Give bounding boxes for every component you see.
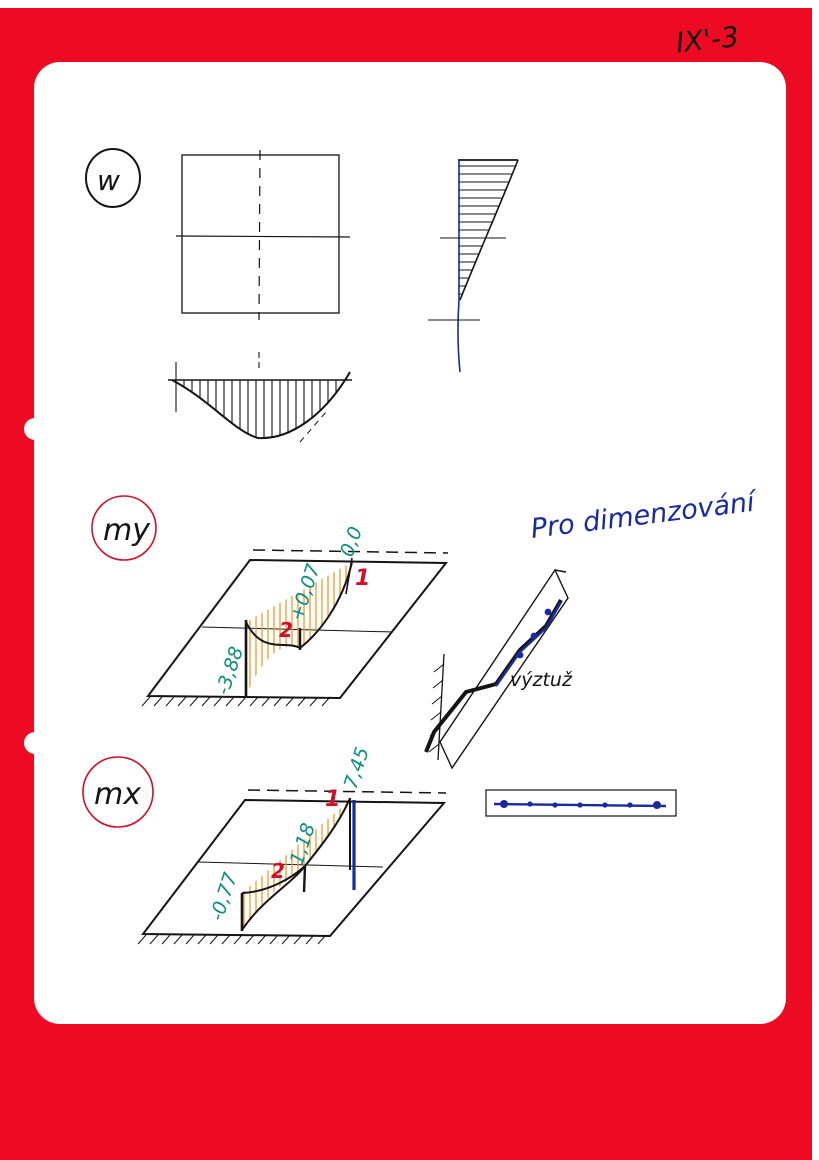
mx-point-1: 1 <box>325 787 341 812</box>
mx-panel <box>83 745 446 944</box>
mx-slab-outline <box>143 800 444 936</box>
mx-slab-top-edge <box>248 790 446 793</box>
w-plan-square <box>182 155 339 313</box>
mx-value-mid: 1,18 <box>285 820 320 868</box>
mx-label: mx <box>94 777 141 812</box>
mx-point-2: 2 <box>271 859 285 883</box>
w-panel <box>86 149 520 445</box>
w-plan-axis-horizontal <box>176 236 350 237</box>
my-point-2: 2 <box>279 618 293 642</box>
design-note <box>426 486 760 816</box>
w-plan-axis-vertical <box>259 150 260 320</box>
mx-value-top: 7,45 <box>339 744 374 792</box>
my-point-1: 1 <box>355 566 371 591</box>
rebar-cross-section <box>486 790 676 816</box>
note-heading: Pro dimenzování <box>529 486 757 545</box>
my-value-mid: +0,07 <box>285 561 325 624</box>
my-value-left: -3,88 <box>211 643 248 698</box>
rebar-label: výztuž <box>510 669 572 691</box>
w-deflection-section <box>168 352 352 445</box>
page-reference: IX'-3 <box>674 20 741 60</box>
my-label: my <box>103 513 150 548</box>
my-panel <box>92 496 448 706</box>
w-label: w <box>97 164 120 197</box>
w-side-deflection <box>428 160 520 372</box>
mx-value-left: -0,77 <box>205 869 242 924</box>
my-value-top: 0,0 <box>336 523 368 560</box>
